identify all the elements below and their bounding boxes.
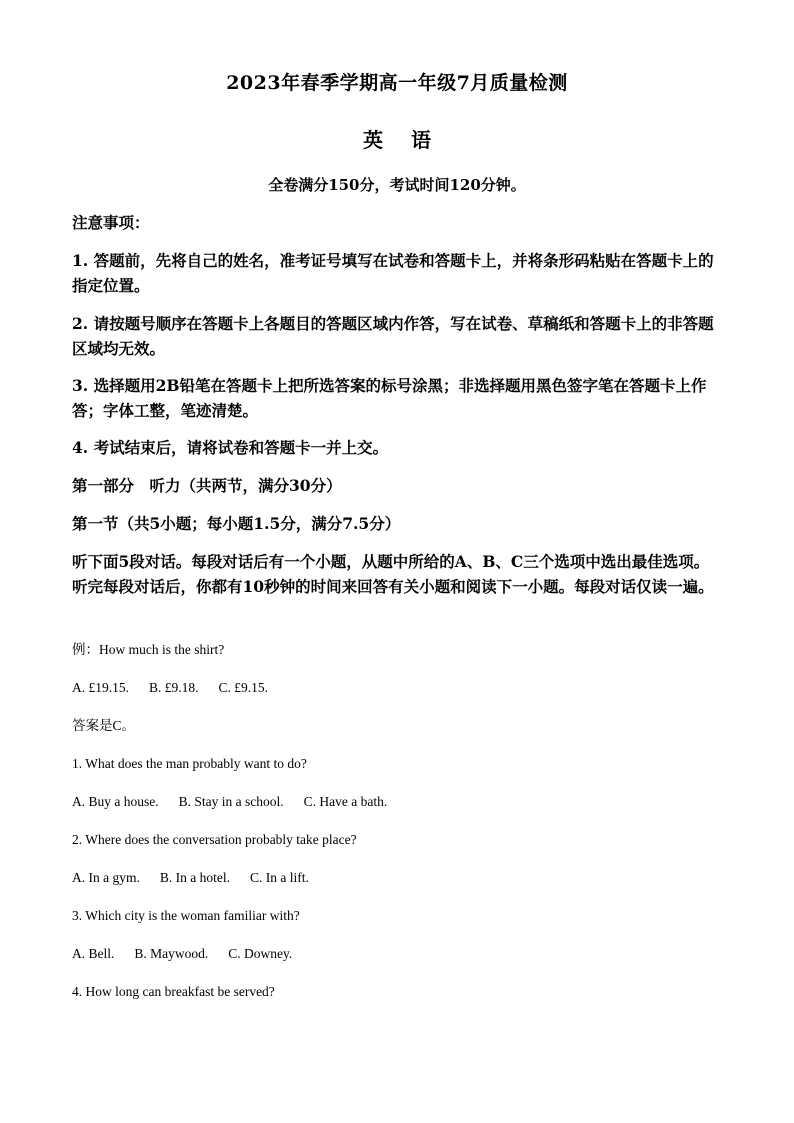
question-1-options xyxy=(72,793,722,811)
section1-heading: 第一节（共5小题；每小题1.5分，满分7.5分） xyxy=(72,514,401,533)
q3-option-b: B. Maywood. xyxy=(134,946,209,961)
question-1: 1. What does the man probably want to do? xyxy=(72,756,307,771)
score-note: 全卷满分150分，考试时间120分钟。 xyxy=(268,176,526,194)
example-option-a: A. £19.15. xyxy=(72,680,129,695)
listening-instructions: 听下面5段对话。每段对话后有一个小题，从题中所给的A、B、C三个选项中选出最佳选项。听完每段对话后，你都有10秒钟的时间来回答有关小题和阅读下一小题。每段对话仅读一遍。 xyxy=(72,552,714,596)
notice-item-2: 2. 请按题号顺序在答题卡上各题目的答题区域内作答，写在试卷、草稿纸和答题卡上的非答题区域均无效。 xyxy=(72,314,714,358)
notice-item-3: 3. 选择题用2B铅笔在答题卡上把所选答案的标号涂黑；非选择题用黑色签字笔在答题卡上作答；字体工整，笔迹清楚。 xyxy=(72,376,707,420)
question-2: 2. Where does the conversation probably take place? xyxy=(72,832,357,847)
example-option-b: B. £9.18. xyxy=(149,680,199,695)
notice-item-1: 1. 答题前，先将自己的姓名，准考证号填写在试卷和答题卡上，并将条形码粘贴在答题卡上的指定位置。 xyxy=(72,251,714,295)
question-3-options xyxy=(72,945,722,963)
notice-heading: 注意事项： xyxy=(72,213,150,232)
q2-option-b: B. In a hotel. xyxy=(159,870,230,885)
q1-option-c: C. Have a bath. xyxy=(303,794,388,809)
q3-option-c: C. Downey. xyxy=(228,946,293,961)
subject-title xyxy=(0,124,794,153)
subject-char-2: 语 xyxy=(411,128,431,152)
example-option-c: C. £9.15. xyxy=(218,680,269,695)
q2-option-a: A. In a gym. xyxy=(72,870,140,885)
notice-item-4: 4. 考试结束后，请将试卷和答题卡一并上交。 xyxy=(72,438,389,457)
q1-option-b: B. Stay in a school. xyxy=(178,794,284,809)
part1-heading: 第一部分 听力（共两节，满分30分） xyxy=(72,476,342,495)
question-4: 4. How long can breakfast be served? xyxy=(72,984,275,999)
example-options xyxy=(72,679,722,697)
question-3: 3. Which city is the woman familiar with? xyxy=(72,908,300,923)
question-2-options xyxy=(72,869,722,887)
example-answer: 答案是C。 xyxy=(72,718,136,733)
q3-option-a: A. Bell. xyxy=(72,946,115,961)
subject-char-1: 英 xyxy=(363,128,383,152)
example-question: 例：How much is the shirt? xyxy=(72,642,225,657)
page-title: 2023年春季学期高一年级7月质量检测 xyxy=(226,72,568,94)
q2-option-c: C. In a lift. xyxy=(250,870,309,885)
q1-option-a: A. Buy a house. xyxy=(72,794,159,809)
